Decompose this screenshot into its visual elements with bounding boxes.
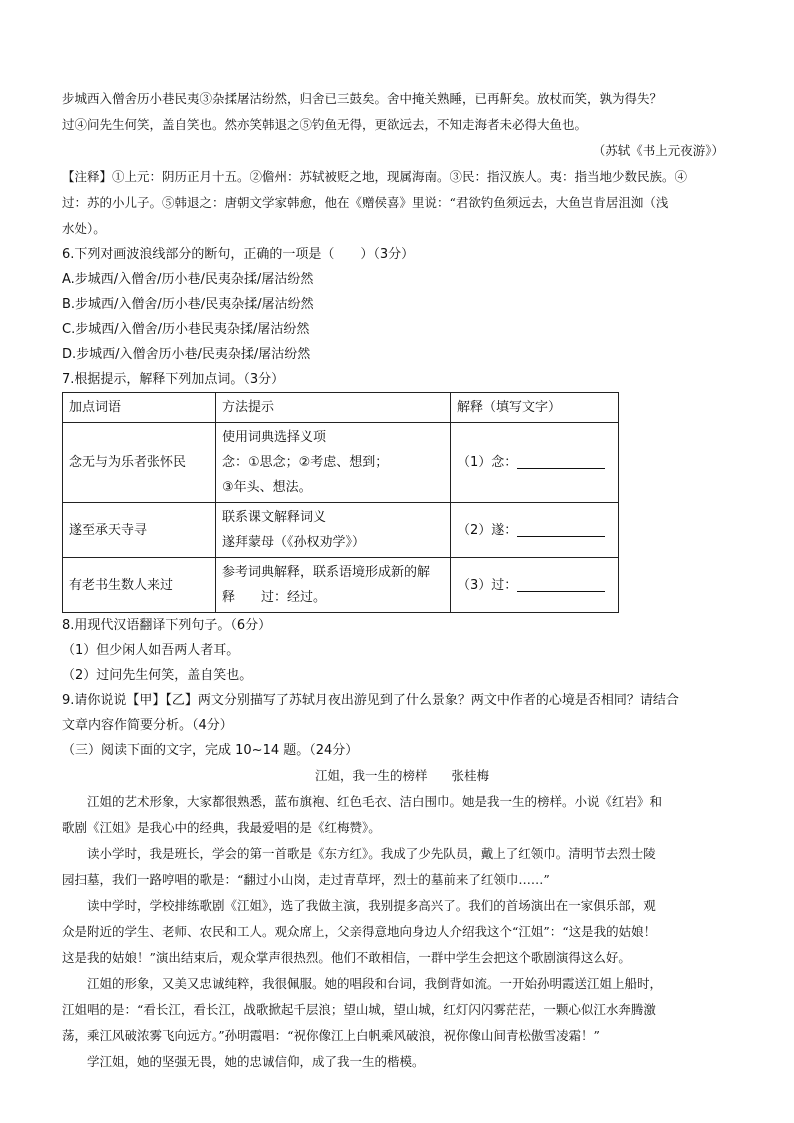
q7-row-1-word: 念无与为乐者张怀民 [63, 423, 216, 503]
q7-row-2-hint [216, 503, 451, 558]
exam-page [62, 86, 742, 1075]
question-9 [62, 688, 742, 738]
classical-text [62, 86, 742, 164]
q6-option-d[interactable]: D.步城西/入僧舍历小巷/民夷杂揉/屠沽纷然 [62, 347, 311, 362]
q9-line-1: 9.请你说说【甲】【乙】两文分别描写了苏轼月夜出游见到了什么景象？两文中作者的心境是否相同？请结合 [62, 693, 679, 708]
article-paragraph: 学江姐，她的坚强无畏，她的忠诚信仰，成了我一生的楷模。 [87, 1054, 425, 1069]
q7-row-2-word: 遂至承天寺寻 [63, 503, 216, 558]
q8-item-2: （2）过问先生何笑，盖自笑也。 [62, 668, 253, 683]
q6-stem: 6.下列对画波浪线部分的断句，正确的一项是（ ）（3分） [62, 247, 415, 262]
q7-row-1-hint-line: ③年头、想法。 [222, 480, 312, 495]
q7-header-answer: 解释（填写文字） [451, 393, 619, 423]
q7-row-2-answer-label: （2）遂： [457, 522, 518, 538]
notes-line-3: 水处）。 [62, 221, 106, 236]
q7-row-1-answer-label: （1）念： [457, 455, 518, 470]
q7-row-1 [63, 423, 619, 503]
q7-row-2 [63, 503, 619, 558]
question-7 [62, 367, 742, 613]
question-6 [62, 242, 742, 367]
q6-option-c[interactable]: C.步城西/入僧舍/历小巷民夷杂揉/屠沽纷然 [62, 322, 310, 337]
q7-row-1-hint-line: 念：①思念；②考虑、想到； [222, 455, 389, 470]
article-paragraph: 江姐的形象，又美又忠诚纯粹，我很佩服。她的唱段和台词，我倒背如流。一开始孙明霞送江姐上船时， [87, 976, 663, 991]
article-paragraph: 这是我的姑娘！”演出结束后，观众掌声很热烈。他们不敢相信，一群中学生会把这个歌剧演得这么好。 [62, 950, 631, 965]
article-paragraph: 歌剧《江姐》是我心中的经典，我最爱唱的是《红梅赞》。 [62, 820, 381, 835]
section-3-heading: （三）阅读下面的文字，完成 10~14 题。（24分） [62, 743, 359, 758]
q7-row-3-word: 有老书生数人来过 [63, 558, 216, 613]
q7-row-3-hint [216, 558, 451, 613]
q8-item-1: （1）但少闲人如吾两人者耳。 [62, 643, 240, 658]
article-paragraph: 读中学时，学校排练歌剧《江姐》，选了我做主演，我别提多高兴了。我们的首场演出在一家俱乐部，观 [87, 898, 656, 913]
q7-header-word: 加点词语 [63, 393, 216, 423]
article-author: 张桂梅 [451, 768, 490, 783]
article-body [62, 789, 742, 1075]
q7-row-3-answer-label: （3）过： [457, 577, 518, 593]
q7-row-3 [63, 558, 619, 613]
q6-option-a[interactable]: A.步城西/入僧舍/历小巷/民夷杂揉/屠沽纷然 [62, 272, 314, 287]
q7-row-3-answer [451, 558, 619, 613]
article-paragraph: 读小学时，我是班长，学会的第一首歌是《东方红》。我成了少先队员，戴上了红领巾。清明节去烈士陵 [87, 846, 656, 861]
q7-table [62, 392, 619, 613]
question-8 [62, 613, 742, 688]
q7-row-1-hint [216, 423, 451, 503]
article-paragraph: 荡，乘江风破浓雾飞向远方。”孙明霞唱：“祝你像江上白帆乘风破浪，祝你像山间青松傲雪凌霜！” [62, 1028, 600, 1043]
q7-row-1-answer-blank[interactable] [517, 456, 605, 469]
q7-row-2-hint-line: 遂拜蒙母（《孙权劝学》） [222, 535, 366, 550]
q7-row-2-answer-blank[interactable] [517, 524, 605, 537]
article-paragraph: 江姐的艺术形象，大家都很熟悉，蓝布旗袍、红色毛衣、洁白围巾。她是我一生的榜样。小说《红岩》和 [87, 794, 663, 809]
q7-row-2-hint-line: 联系课文解释词义 [222, 510, 327, 525]
article-paragraph: 江姐唱的是：“看长江，看长江，战歌掀起千层浪；望山城，望山城，红灯闪闪雾茫茫，一颗心似江水奔腾激 [62, 1002, 656, 1017]
q7-row-2-answer [451, 503, 619, 558]
q9-line-2: 文章内容作简要分析。（4分） [62, 718, 233, 733]
q7-row-1-answer [451, 423, 619, 503]
article-title: 江姐，我一生的榜样 [314, 768, 428, 783]
article-title-line [62, 763, 742, 789]
article-paragraph: 众是附近的学生、老师、农民和工人。观众席上，父亲得意地向身边人介绍我这个“江姐”：“这是我的姑娘！ [62, 924, 657, 939]
q8-stem: 8.用现代汉语翻译下列句子。（6分） [62, 618, 272, 633]
q7-row-3-hint-line: 参考词典解释，联系语境形成新的解 [222, 565, 431, 580]
q7-header-row [63, 393, 619, 423]
article-paragraph: 园扫墓，我们一路哼唱的歌是：“翻过小山岗，走过青草坪，烈士的墓前来了红领巾……” [62, 872, 550, 887]
q7-row-3-hint-line: 释 过：经过。 [222, 590, 327, 605]
q6-option-b[interactable]: B.步城西/入僧舍/历小巷/民夷杂揉/屠沽纷然 [62, 297, 314, 312]
classical-source: （苏轼《书上元夜游》） [592, 143, 724, 158]
classical-line-1: 步城西入僧舍历小巷民夷③杂揉屠沽纷然，归舍已三鼓矣。舍中掩关熟睡，已再鼾矣。放杖而笑，孰为得失？ [62, 91, 663, 106]
q7-row-3-answer-blank[interactable] [517, 579, 605, 592]
section-3 [62, 738, 742, 1075]
classical-line-2: 过④问先生何笑，盖自笑也。然亦笑韩退之⑤钓鱼无得，更欲远去，不知走海者未必得大鱼也。 [62, 117, 588, 132]
notes-line-2: 过：苏的小儿子。⑤韩退之：唐朝文学家韩愈，他在《赠侯喜》里说：“君欲钓鱼须远去，大鱼岂肯居沮洳（浅 [62, 195, 669, 210]
annotation-notes [62, 164, 742, 242]
q7-row-1-hint-line: 使用词典选择义项 [222, 430, 327, 445]
notes-line-1: 【注释】①上元：阴历正月十五。②儋州：苏轼被贬之地，现属海南。③民：指汉族人。夷：指当地少数民族。④ [62, 169, 688, 184]
q7-header-hint: 方法提示 [216, 393, 451, 423]
q7-stem: 7.根据提示，解释下列加点词。（3分） [62, 372, 285, 387]
